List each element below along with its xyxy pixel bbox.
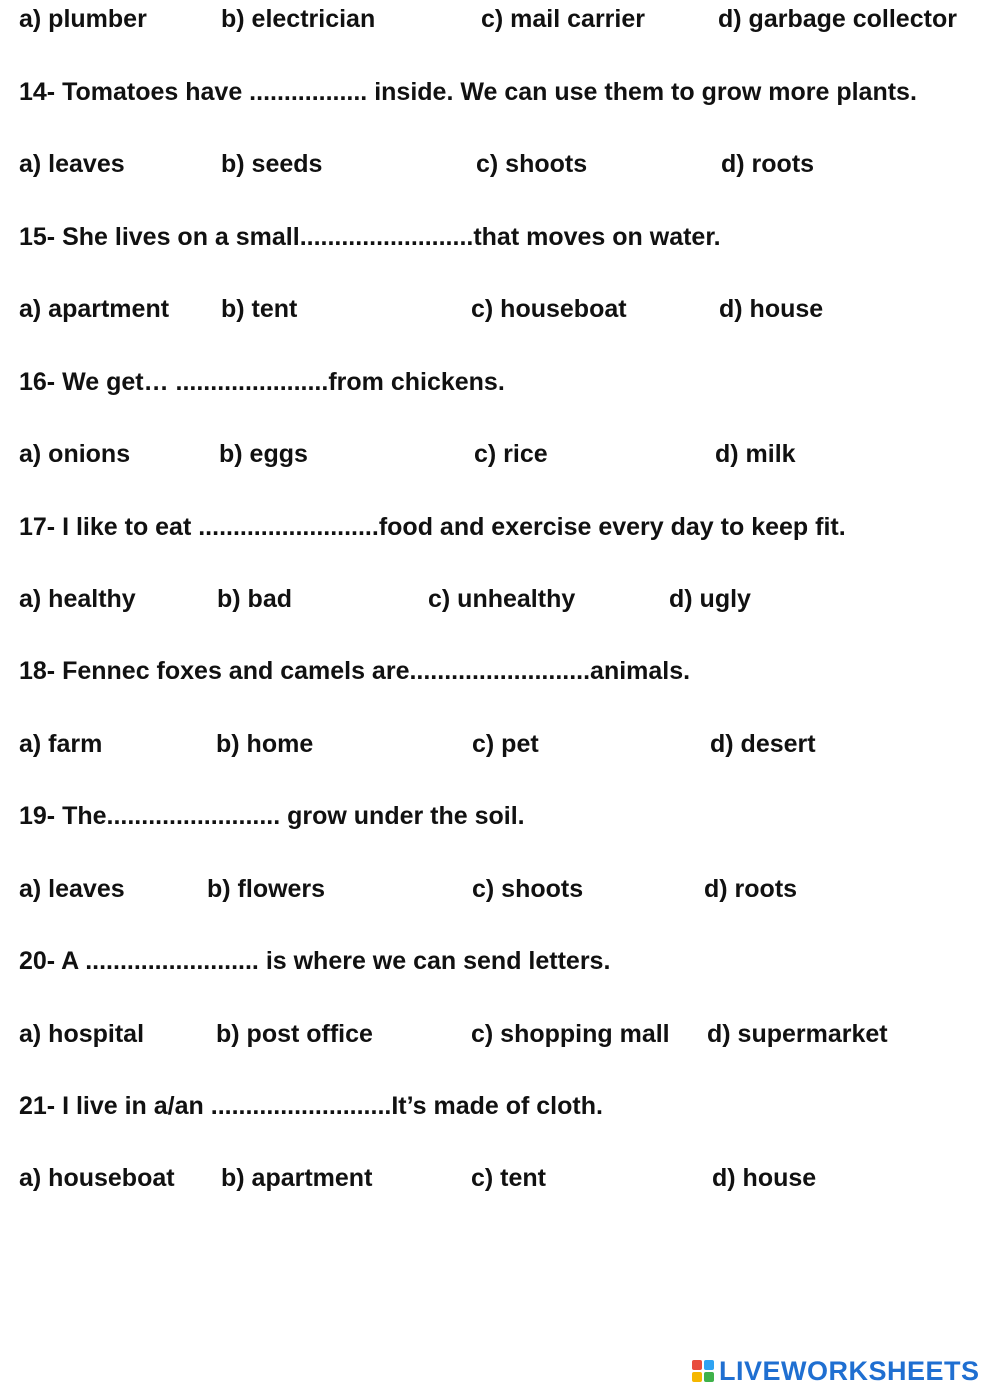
option-b[interactable]: b) post office bbox=[216, 1020, 373, 1048]
option-b[interactable]: b) eggs bbox=[219, 440, 308, 468]
option-b[interactable]: b) tent bbox=[221, 295, 298, 323]
option-d[interactable]: d) house bbox=[712, 1164, 817, 1192]
options-row-18 bbox=[19, 729, 979, 759]
option-d[interactable]: d) ugly bbox=[669, 585, 751, 613]
option-a[interactable]: a) houseboat bbox=[19, 1164, 175, 1192]
option-d[interactable]: d) desert bbox=[710, 730, 816, 758]
question-14: 14- Tomatoes have ................. inside. We can use them to grow more plants. bbox=[19, 78, 917, 106]
option-c[interactable]: c) rice bbox=[474, 440, 548, 468]
option-d[interactable]: d) supermarket bbox=[707, 1020, 888, 1048]
option-c[interactable]: c) tent bbox=[471, 1164, 546, 1192]
option-a[interactable]: a) leaves bbox=[19, 150, 125, 178]
question-17: 17- I like to eat ..........................food and exercise every day to keep fit. bbox=[19, 513, 846, 541]
option-b[interactable]: b) bad bbox=[217, 585, 292, 613]
option-a[interactable]: a) apartment bbox=[19, 295, 170, 323]
option-c[interactable]: c) shopping mall bbox=[471, 1020, 670, 1048]
option-c[interactable]: c) pet bbox=[472, 730, 539, 758]
question-16: 16- We get… ......................from chickens. bbox=[19, 368, 505, 396]
option-d[interactable]: d) house bbox=[719, 295, 824, 323]
options-row-13 bbox=[19, 4, 979, 34]
option-a[interactable]: a) leaves bbox=[19, 875, 125, 903]
option-a[interactable]: a) onions bbox=[19, 440, 131, 468]
option-c[interactable]: c) mail carrier bbox=[481, 5, 645, 33]
liveworksheets-logo[interactable] bbox=[691, 1356, 980, 1386]
option-a[interactable]: a) hospital bbox=[19, 1020, 145, 1048]
option-a[interactable]: a) farm bbox=[19, 730, 103, 758]
question-20: 20- A ......................... is where we can send letters. bbox=[19, 947, 611, 975]
option-b[interactable]: b) home bbox=[216, 730, 314, 758]
option-b[interactable]: b) electrician bbox=[221, 5, 376, 33]
option-a[interactable]: a) plumber bbox=[19, 5, 147, 33]
option-d[interactable]: d) garbage collector bbox=[718, 5, 957, 33]
option-a[interactable]: a) healthy bbox=[19, 585, 136, 613]
question-19: 19- The......................... grow under the soil. bbox=[19, 802, 525, 830]
question-15: 15- She lives on a small.........................that moves on water. bbox=[19, 223, 721, 251]
options-row-17 bbox=[19, 584, 979, 614]
liveworksheets-icon bbox=[691, 1359, 715, 1383]
option-b[interactable]: b) apartment bbox=[221, 1164, 373, 1192]
option-c[interactable]: c) shoots bbox=[476, 150, 588, 178]
option-d[interactable]: d) roots bbox=[704, 875, 798, 903]
question-18: 18- Fennec foxes and camels are..........................animals. bbox=[19, 657, 691, 685]
question-21: 21- I live in a/an ..........................It’s made of cloth. bbox=[19, 1092, 603, 1120]
option-b[interactable]: b) seeds bbox=[221, 150, 323, 178]
option-b[interactable]: b) flowers bbox=[207, 875, 326, 903]
option-c[interactable]: c) shoots bbox=[472, 875, 584, 903]
options-row-19 bbox=[19, 874, 979, 904]
options-row-15 bbox=[19, 294, 979, 324]
option-d[interactable]: d) roots bbox=[721, 150, 815, 178]
option-c[interactable]: c) houseboat bbox=[471, 295, 627, 323]
options-row-20 bbox=[19, 1019, 979, 1049]
options-row-21 bbox=[19, 1163, 979, 1193]
option-c[interactable]: c) unhealthy bbox=[428, 585, 576, 613]
option-d[interactable]: d) milk bbox=[715, 440, 796, 468]
options-row-16 bbox=[19, 439, 979, 469]
brand-name: LIVEWORKSHEETS bbox=[719, 1355, 980, 1386]
options-row-14 bbox=[19, 149, 979, 179]
